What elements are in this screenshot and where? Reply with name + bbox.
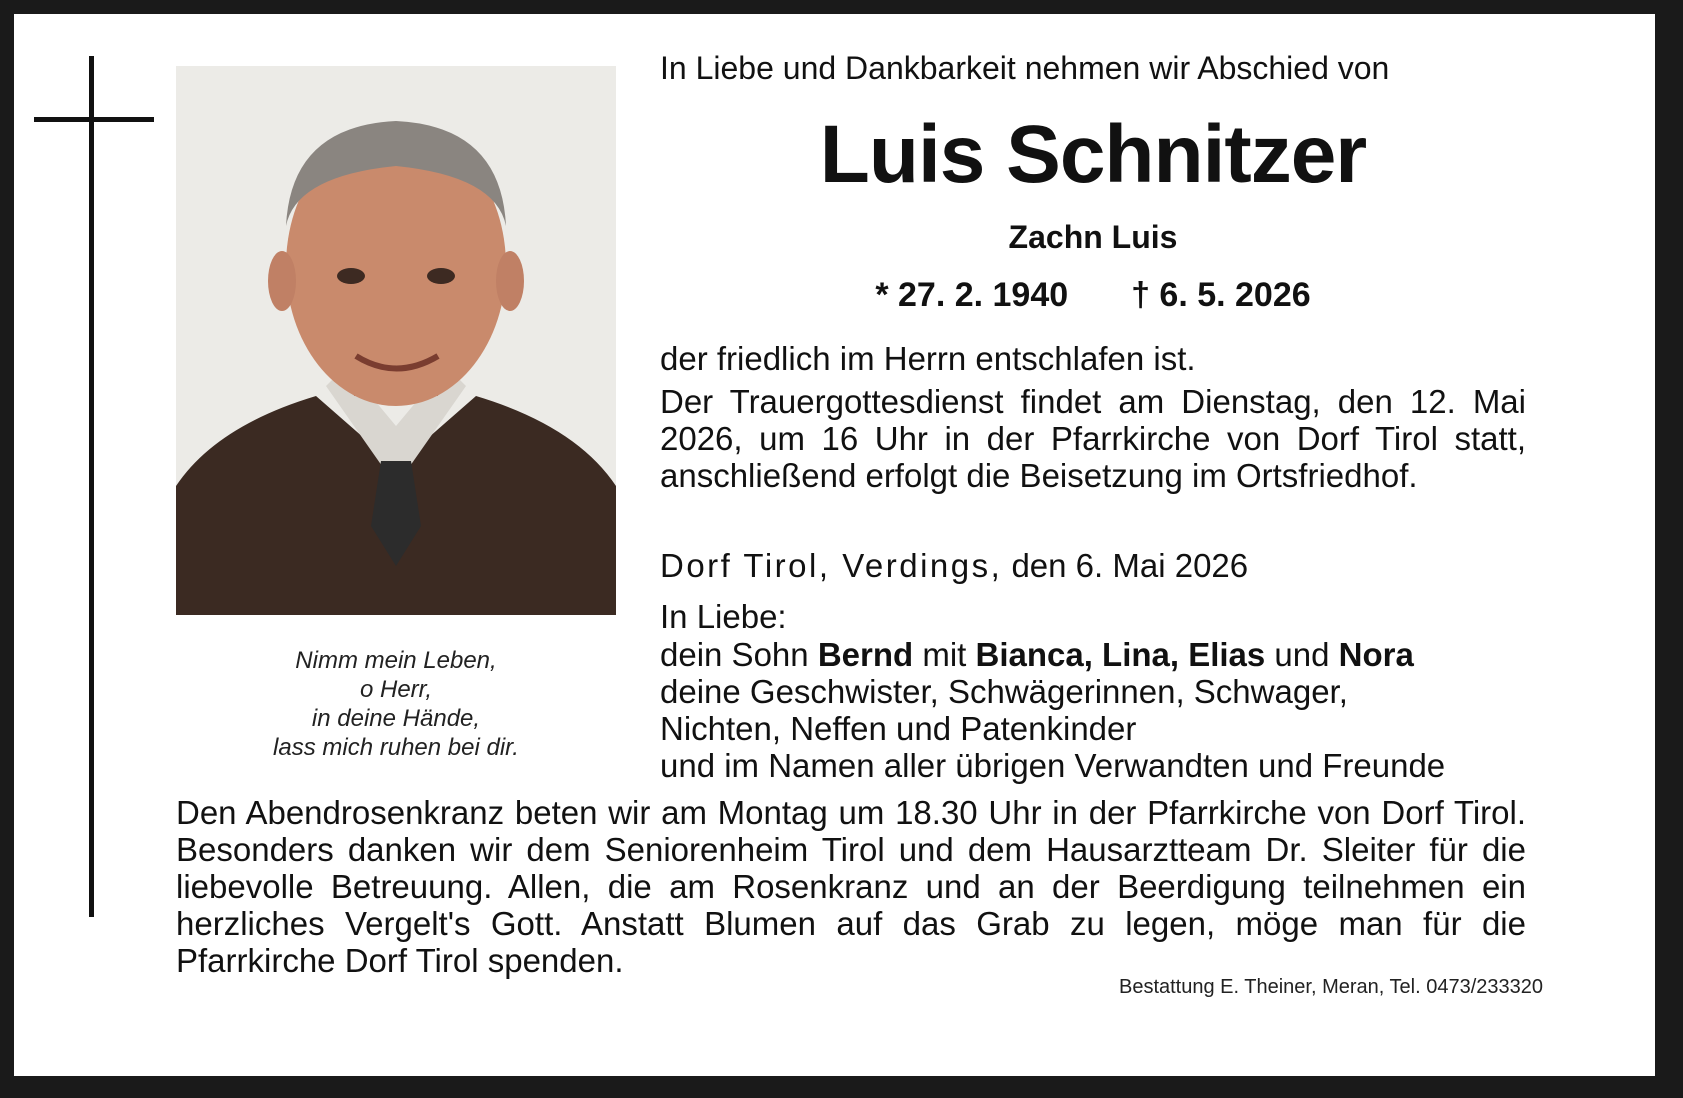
mourners-heading: In Liebe: xyxy=(660,598,787,635)
poem-line: lass mich ruhen bei dir. xyxy=(273,734,519,761)
passed-text: der friedlich im Herrn entschlafen ist. xyxy=(660,340,1196,377)
death-date: † 6. 5. 2026 xyxy=(1131,276,1311,314)
poem-line: Nimm mein Leben, xyxy=(295,647,497,674)
place-date xyxy=(660,547,1248,584)
intro-text: In Liebe und Dankbarkeit nehmen wir Abschied von xyxy=(660,50,1390,86)
mourners-line: Nichten, Neffen und Patenkinder xyxy=(660,710,1137,747)
poem-line: o Herr, xyxy=(359,676,433,703)
mourners-text: mit xyxy=(913,636,976,673)
mourners-line: und im Namen aller übrigen Verwandten und Freunde xyxy=(660,747,1446,784)
mourners-line: deine Geschwister, Schwägerinnen, Schwager, xyxy=(660,673,1348,710)
mourners-line xyxy=(660,636,1414,673)
rosary-text: Den Abendrosenkranz beten wir am Montag um 18.30 Uhr in der Pfarrkirche von Dorf Tirol. Besonders danken wir dem Seniorenheim Tirol und dem Hausarztteam Dr. Sleiter für die liebevolle Betreuung. Allen, die am Rosenkranz und an der Beerdigung teilnehmen ein herzliches Vergelt's Gott. Anstatt Blumen auf das Grab zu legen, möge man für die Pfarrkirche Dorf Tirol spenden. xyxy=(176,794,1526,979)
cross-icon-bar xyxy=(34,117,154,122)
poem xyxy=(176,646,616,762)
portrait-photo xyxy=(176,66,616,615)
nickname: Zachn Luis xyxy=(1008,219,1178,255)
mourner-names: Bianca, Lina, Elias xyxy=(975,636,1266,673)
cross-icon xyxy=(89,56,94,917)
mourners-text: dein Sohn xyxy=(660,636,818,673)
place: Dorf Tirol, Verdings, xyxy=(660,547,1003,584)
mourner-name: Bernd xyxy=(817,636,914,673)
mourner-name: Nora xyxy=(1338,636,1414,673)
deceased-name: Luis Schnitzer xyxy=(819,109,1367,200)
birth-date: * 27. 2. 1940 xyxy=(875,276,1069,314)
funeral-home-footer: Bestattung E. Theiner, Meran, Tel. 0473/233320 xyxy=(1118,976,1543,998)
date-text: den 6. Mai 2026 xyxy=(1011,547,1249,584)
life-dates xyxy=(660,276,1526,315)
mourners-text: und xyxy=(1265,636,1339,673)
portrait-image xyxy=(176,66,616,615)
service-text: Der Trauergottesdienst findet am Dienstag, den 12. Mai 2026, um 16 Uhr in der Pfarrkirche von Dorf Tirol statt, anschließend erfolgt die Beisetzung im Ortsfriedhof. xyxy=(660,383,1526,494)
poem-line: in deine Hände, xyxy=(311,705,481,732)
